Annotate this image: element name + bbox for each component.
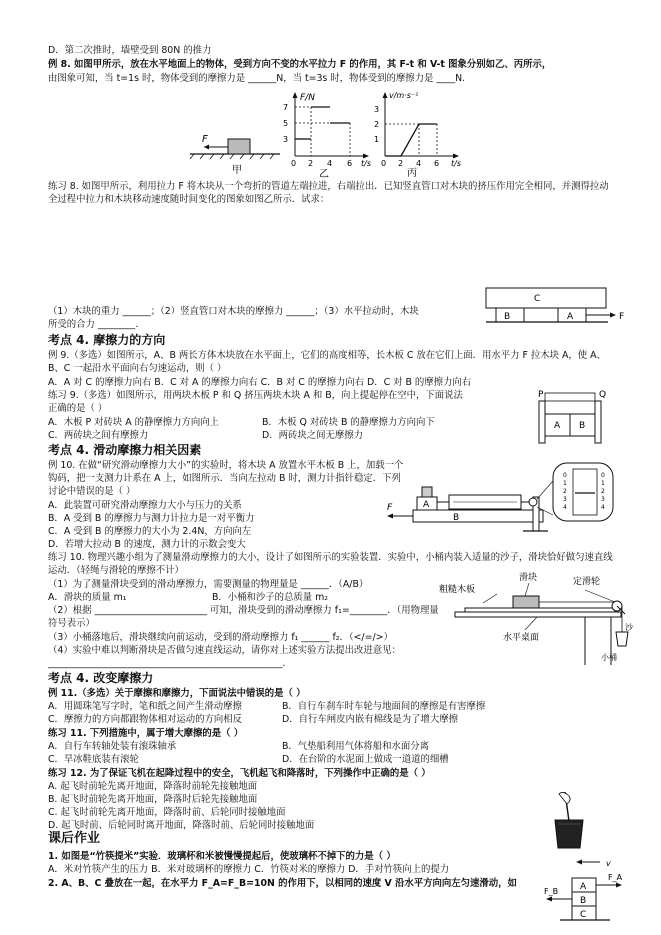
figure-practice10-pulley xyxy=(425,570,650,670)
label-velocity: v xyxy=(606,859,611,868)
practice-9: 练习 9.（多选）如图所示，用两块木板 P 和 Q 挤压两块木块 A 和 B，向上提起停在空中，下面说法正确的是（ ） xyxy=(48,390,463,414)
label-p: P xyxy=(538,390,544,400)
figure-example10-spring-scale xyxy=(383,455,653,545)
practice-10: 练习 10. 物理兴趣小组为了测量滑动摩擦力的大小，设计了如图所示的实验装置．实验中，小桶内装入适量的沙子，滑块恰好做匀速直线运动．（轻绳与滑轮的摩擦不计） xyxy=(48,552,613,576)
t-tick-4: 4 xyxy=(327,159,333,168)
label-sand: 沙 xyxy=(625,623,633,632)
tick-7: 7 xyxy=(283,103,289,112)
label-fixed-pulley: 定滑轮 xyxy=(573,577,601,587)
example-10-option-d: D．若增大拉动 B 的速度，测力计的示数会变大 xyxy=(48,539,246,550)
table-top xyxy=(455,612,621,617)
homework-1: 1. 如图是“竹筷提米”实验．玻璃杯和米被慢慢提起后，使玻璃杯不掉下的力是（ ） xyxy=(48,851,396,862)
practice-11-option-c: C．旱冰鞋底装有滚轮 xyxy=(48,754,139,765)
practice-8-questions: （1）木块的重力 ______；（2）竖直管口对木块的摩擦力 ______；（3）水平拉动时，木块所受的合力 ________. xyxy=(48,306,419,330)
label-b: B xyxy=(453,513,460,523)
example-11-option-d: D．自行车闸皮内嵌有棉线是为了增大摩擦 xyxy=(282,714,458,725)
practice-10-q1-option-a: A．滑块的质量 m₁ xyxy=(48,592,127,603)
practice-9-option-d: D．两砖块之间无摩擦力 xyxy=(262,430,363,441)
practice-10-q1: （1）为了测量滑块受到的滑动摩擦力，需要测量的物理量是 ______．（A/B） xyxy=(48,579,369,590)
practice-9-option-a: A．木板 P 对砖块 A 的静摩擦力方向向上 xyxy=(48,417,220,428)
example-9: 例 9.（多选）如图所示，A、B 两长方体木块放在水平面上，它们的高度相等，长木板 C 放在它们上面．用水平力 F 拉木块 A，使 A、B、C 一起沿水平面向右匀速运动，则（ ） xyxy=(48,350,606,374)
scale-tick-4: 4 xyxy=(563,504,567,511)
label-a: A xyxy=(580,882,587,892)
practice-10-q2: （2）根据 ________________________ 可知，滑块受到的滑动摩擦力 f₁=________．（用物理量符号表示） xyxy=(48,605,439,629)
figure-chopstick-rice xyxy=(545,790,595,852)
practice-12-option-c: C. 起飞时前轮先离开地面，降落时前、后轮同时接触地面 xyxy=(48,807,286,818)
practice-12-option-a: A. 起飞时前轮先离开地面，降落时前轮先接触地面 xyxy=(48,781,258,792)
tick-5: 5 xyxy=(283,119,289,128)
label-table: 水平桌面 xyxy=(503,633,540,643)
practice-11-option-d: D．在台阶的水泥面上做成一道道的细槽 xyxy=(282,754,449,765)
practice-12: 练习 12. 为了保证飞机在起降过程中的安全，飞机起飞和降落时，下列操作中正确的是（ ） xyxy=(48,768,431,779)
example-11-option-b: B．自行车刹车时车轮与地面间的摩擦是有害摩擦 xyxy=(282,701,486,712)
t-tick-0: 0 xyxy=(291,159,297,168)
practice-12-option-b: B. 起飞时前轮先离开地面，降落时后轮先接触地面 xyxy=(48,794,258,805)
practice-9-option-c: C．两砖块之间有摩擦力 xyxy=(48,430,149,441)
example-8-line1: 例 8. 如图甲所示，放在水平地面上的物体，受到方向不变的水平拉力 F 的作用，其 F-t 和 V-t 图象分别如乙、丙所示， xyxy=(48,59,552,70)
figure-abc-stack xyxy=(520,856,650,932)
practice-10-q4: （4）实验中难以判断滑块是否做匀速直线运动，请你对上述实验方法提出改进意见：__________________________________________________. xyxy=(48,645,401,669)
force-label: F xyxy=(202,134,208,145)
practice-10-q3: （3）小桶落地后，滑块继续向前运动，受到的滑动摩擦力 f₁ ______ f₂．（</=/>） xyxy=(48,632,393,643)
label-f: F xyxy=(619,312,625,322)
label-yi: 乙 xyxy=(319,169,329,180)
label-b: B xyxy=(504,312,511,322)
label-q: Q xyxy=(599,390,607,400)
label-a: A xyxy=(554,421,561,431)
t-tick-6: 6 xyxy=(347,159,353,168)
homework-1-options: A．米对竹筷产生的压力 B．米对玻璃杯的摩擦力 C．竹筷对米的摩擦力 D．手对竹筷向上的提力 xyxy=(48,864,450,875)
practice-11: 练习 11. 下列措施中，属于增大摩擦的是（ ） xyxy=(48,728,244,739)
line-option-d: D．第二次推时，墙壁受到 80N 的推力 xyxy=(48,45,212,56)
x-axis-label: t/s xyxy=(451,159,461,168)
slider-block xyxy=(513,596,539,608)
label-fb: F_B xyxy=(544,887,559,896)
t-tick-2: 2 xyxy=(398,159,404,168)
scale-tick-4-right: 4 xyxy=(601,504,605,511)
practice-11-option-a: A．自行车转轴处装有滚珠轴承 xyxy=(48,741,177,752)
y-axis-label: F/N xyxy=(300,93,315,103)
section-change-friction: 考点 4. 改变摩擦力 xyxy=(48,671,154,685)
practice-9-option-b: B．木板 Q 对砖块 B 的静摩擦力方向向下 xyxy=(262,417,435,428)
label-c: C xyxy=(580,910,587,920)
practice-8: 练习 8. 如图甲所示，利用拉力 F 将木块从一个弯折的管道左端拉进，右端拉出．已知竖直管口对木块的挤压作用完全相同，并测得拉动全过程中拉力和木块移动速度随时间变化的图象如图乙所示．试求： xyxy=(48,181,609,205)
bucket xyxy=(616,632,628,646)
figure-bing-vt-graph xyxy=(365,88,475,178)
example-10-option-a: A．此装置可研究滑动摩擦力大小与压力的关系 xyxy=(48,500,242,511)
label-fa: F_A xyxy=(608,873,623,882)
example-11-option-c: C．摩擦力的方向都跟物体相对运动的方向相反 xyxy=(48,714,243,725)
scale-tick-3-right: 3 xyxy=(601,496,605,503)
scale-tick-1-right: 1 xyxy=(601,480,605,487)
label-bucket: 小桶 xyxy=(601,653,617,662)
y-axis-label: v/m·s⁻¹ xyxy=(389,91,419,100)
scale-tick-2-right: 2 xyxy=(601,488,605,495)
label-b: B xyxy=(580,896,587,906)
figure-pq-bricks xyxy=(535,387,615,445)
label-bing: 丙 xyxy=(407,168,417,179)
section-friction-direction: 考点 4. 摩擦力的方向 xyxy=(48,333,166,347)
example-11: 例 11.（多选）关于摩擦和摩擦力，下面说法中错误的是（ ） xyxy=(48,688,306,699)
label-a: A xyxy=(423,500,430,510)
label-slider: 滑块 xyxy=(519,573,538,583)
board-c xyxy=(486,288,606,308)
example-11-option-a: A．用圆珠笔写字时，笔和纸之间产生滑动摩擦 xyxy=(48,701,242,712)
tick-1: 1 xyxy=(374,135,380,144)
t-tick-2: 2 xyxy=(308,159,314,168)
label-c: C xyxy=(534,294,541,304)
practice-11-option-b: B．气垫船利用气体将船和水面分离 xyxy=(282,741,430,752)
scale-tick-1: 1 xyxy=(563,480,567,487)
x-axis-label: t/s xyxy=(361,159,371,168)
tick-2: 2 xyxy=(374,120,380,129)
practice-10-q1-option-b: B．小桶和沙子的总质量 m₂ xyxy=(212,592,329,603)
board-q xyxy=(595,401,601,443)
homework-2: 2. A、B、C 叠放在一起，在水平力 F_A=F_B=10N 的作用下，以相同的速度 V 沿水平方向向左匀速滑动，如 xyxy=(48,878,517,889)
figure-abc-board xyxy=(484,285,644,333)
weight xyxy=(422,487,432,497)
scale-tick-3: 3 xyxy=(563,496,567,503)
scale-tick-2: 2 xyxy=(563,488,567,495)
example-8-line2: 由图象可知，当 t=1s 时，物体受到的摩擦力是 ______N，当 t=3s 时，物体受到的摩擦力是 ____N. xyxy=(48,73,466,84)
practice-12-option-d: D. 起飞时前、后轮同时离开地面，降落时前、后轮同时接触地面 xyxy=(48,820,315,831)
t-tick-6: 6 xyxy=(434,159,440,168)
rough-board xyxy=(465,608,615,612)
scale-tick-0: 0 xyxy=(563,472,567,479)
label-jia: 甲 xyxy=(232,165,242,176)
hand xyxy=(559,792,570,804)
velocity-segment-2 xyxy=(401,124,419,156)
label-a: A xyxy=(567,312,574,322)
label-b: B xyxy=(579,421,586,431)
label-f: F xyxy=(387,503,393,513)
label-rough-board: 粗糙木板 xyxy=(439,585,476,595)
tick-3: 3 xyxy=(283,135,289,144)
section-sliding-friction: 考点 4. 滑动摩擦力相关因素 xyxy=(48,443,202,457)
example-10: 例 10. 在做“研究滑动摩擦力大小”的实验时，将木块 A 放置水平木板 B 上，加载一个钩码，把一支测力计系在 A 上，如图所示．当向左拉动 B 时，测力计指针稳定．下列讨论中错误的是（ ） xyxy=(48,460,404,497)
t-tick-0: 0 xyxy=(381,159,387,168)
example-9-options: A．A 对 C 的摩擦力向右 B．C 对 A 的摩擦力向右 C．B 对 C 的摩擦力向右 D．C 对 B 的摩擦力向右 xyxy=(48,377,472,388)
example-10-option-c: C．A 受到 B 的摩擦力的大小为 2.4N，方向向左 xyxy=(48,526,252,537)
section-homework: 课后作业 xyxy=(48,831,101,846)
tick-3: 3 xyxy=(374,105,380,114)
scale-tick-0-right: 0 xyxy=(601,472,605,479)
board-b xyxy=(413,510,543,522)
board-p xyxy=(539,401,545,443)
example-10-option-b: B．A 受到 B 的摩擦力与测力计拉力是一对平衡力 xyxy=(48,513,255,524)
block xyxy=(228,139,250,154)
t-tick-4: 4 xyxy=(416,159,422,168)
